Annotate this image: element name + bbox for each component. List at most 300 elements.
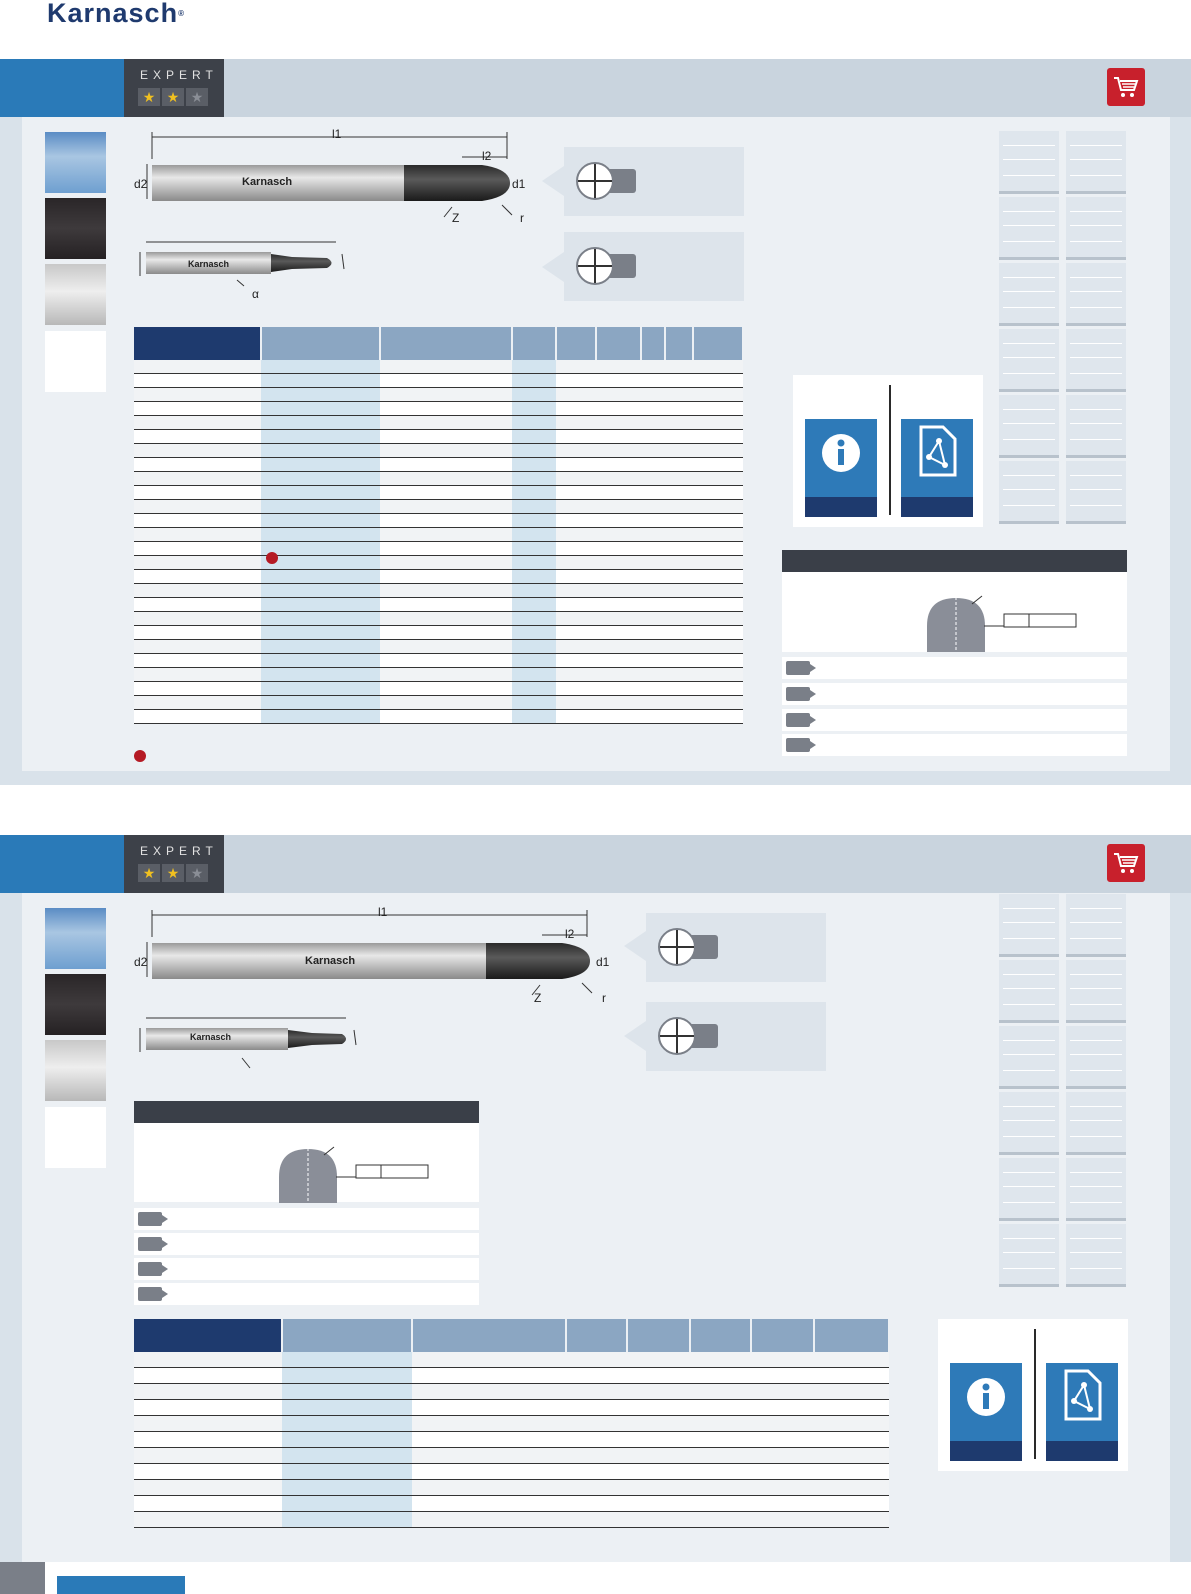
cutting-direction-icon	[999, 1158, 1059, 1221]
feature-tag-icon	[138, 1262, 162, 1276]
star-icon: ★	[162, 864, 184, 882]
table-cell	[134, 360, 261, 374]
add-to-cart-button[interactable]	[1107, 844, 1145, 882]
table-cell	[380, 360, 512, 374]
column-header	[627, 1319, 690, 1352]
divider	[1003, 1186, 1055, 1187]
table-cell	[134, 1464, 282, 1480]
column-header	[380, 327, 512, 360]
table-cell	[693, 710, 743, 724]
dim-z-label: Z	[534, 991, 542, 1005]
dim-z-label: Z	[452, 211, 460, 225]
table-cell	[814, 1480, 889, 1496]
end-mill-small-drawing	[132, 234, 362, 304]
table-cell	[134, 514, 261, 528]
availability-marker	[266, 552, 278, 564]
table-cell	[380, 514, 512, 528]
cad-download-button[interactable]	[1046, 1363, 1118, 1461]
table-cell	[380, 472, 512, 486]
table-cell	[596, 584, 640, 598]
rating-stars	[138, 88, 210, 107]
availability-legend-marker	[134, 750, 146, 762]
table-cell	[690, 1400, 751, 1416]
category-tab	[0, 835, 130, 893]
table-cell	[556, 626, 596, 640]
table-cell	[134, 500, 261, 514]
hardness-icon	[999, 960, 1059, 1023]
table-cell	[641, 430, 665, 444]
product-info-button[interactable]	[805, 419, 877, 517]
table-cell	[665, 486, 693, 500]
table-row	[134, 598, 743, 612]
table-cell	[627, 1512, 690, 1528]
dim-d1-label: d1	[596, 955, 610, 969]
feature-row	[134, 1208, 479, 1230]
table-cell	[412, 1400, 566, 1416]
table-cell	[751, 1496, 814, 1512]
divider	[1070, 475, 1122, 476]
table-cell	[261, 710, 379, 724]
table-cell	[665, 626, 693, 640]
table-cell	[380, 598, 512, 612]
material-alloy-icon	[1066, 131, 1126, 194]
feature-tag-icon	[138, 1237, 162, 1251]
table-cell	[134, 542, 261, 556]
table-cell	[512, 710, 556, 724]
dim-l1-label: l1	[378, 905, 388, 919]
table-row	[134, 1432, 889, 1448]
table-cell	[134, 1480, 282, 1496]
divider	[1070, 1238, 1122, 1239]
table-cell	[693, 570, 743, 584]
table-row	[134, 472, 743, 486]
table-cell	[814, 1368, 889, 1384]
divider	[1003, 922, 1055, 923]
divider	[1070, 357, 1122, 358]
table-cell	[134, 528, 261, 542]
star-icon: ★	[138, 864, 160, 882]
column-header	[282, 1319, 412, 1352]
precision-icon	[1066, 1092, 1126, 1155]
table-row	[134, 1352, 889, 1368]
feature-row	[134, 1258, 479, 1280]
table-cell	[814, 1416, 889, 1432]
divider	[1070, 343, 1122, 344]
table-cell	[665, 710, 693, 724]
table-cell	[380, 612, 512, 626]
table-cell	[596, 486, 640, 500]
table-cell	[566, 1432, 627, 1448]
shopping-cart-icon	[1113, 851, 1139, 875]
star-icon: ★	[138, 88, 160, 106]
coating-swatch-white	[45, 1107, 106, 1168]
table-cell	[693, 640, 743, 654]
table-cell	[412, 1480, 566, 1496]
table-cell	[261, 640, 379, 654]
table-cell	[556, 444, 596, 458]
divider	[1003, 241, 1055, 242]
add-to-cart-button[interactable]	[1107, 68, 1145, 106]
table-cell	[693, 612, 743, 626]
table-cell	[596, 682, 640, 696]
table-cell	[512, 360, 556, 374]
table-cell	[627, 1464, 690, 1480]
divider	[1070, 1172, 1122, 1173]
table-cell	[690, 1352, 751, 1368]
table-cell	[134, 626, 261, 640]
table-cell	[512, 514, 556, 528]
coolant-icon	[1066, 461, 1126, 524]
table-cell	[556, 668, 596, 682]
table-cell	[512, 430, 556, 444]
table-row	[134, 1368, 889, 1384]
table-cell	[566, 1512, 627, 1528]
table-cell	[134, 598, 261, 612]
table-cell	[380, 402, 512, 416]
resources-panel	[793, 375, 983, 527]
table-header-row	[134, 1319, 889, 1352]
table-cell	[665, 556, 693, 570]
feature-tag-icon	[138, 1287, 162, 1301]
divider	[1003, 357, 1055, 358]
star-icon: ★	[186, 864, 208, 882]
table-row	[134, 696, 743, 710]
table-cell	[690, 1496, 751, 1512]
table-row	[134, 682, 743, 696]
table-cell	[566, 1352, 627, 1368]
table-cell	[693, 696, 743, 710]
table-cell	[134, 458, 261, 472]
coating-swatch-black	[45, 198, 106, 259]
table-cell	[693, 528, 743, 542]
table-row	[134, 626, 743, 640]
table-row	[134, 528, 743, 542]
expert-label: EXPERT	[140, 68, 218, 82]
tool-brand-label: Karnasch	[305, 955, 356, 967]
table-cell	[380, 696, 512, 710]
product-info-button[interactable]	[950, 1363, 1022, 1461]
table-cell	[693, 500, 743, 514]
table-row	[134, 542, 743, 556]
tool-type-callout-1	[564, 147, 744, 216]
coating-swatch-white	[45, 331, 106, 392]
table-cell	[261, 472, 379, 486]
divider	[1034, 1329, 1036, 1459]
table-cell	[134, 1368, 282, 1384]
table-cell	[693, 598, 743, 612]
table-row	[134, 486, 743, 500]
info-icon	[821, 433, 861, 473]
tool-type-callout-1	[646, 913, 826, 982]
table-cell	[665, 598, 693, 612]
table-cell	[380, 682, 512, 696]
table-cell	[814, 1464, 889, 1480]
table-cell	[641, 556, 665, 570]
table-cell	[665, 640, 693, 654]
table-cell	[641, 458, 665, 472]
table-cell	[641, 626, 665, 640]
tool-brand-label: Karnasch	[242, 176, 293, 188]
dim-l2-label: l2	[482, 149, 492, 163]
divider	[1070, 505, 1122, 506]
divider	[1003, 1004, 1055, 1005]
cad-download-button[interactable]	[901, 419, 973, 517]
divider	[1003, 423, 1055, 424]
material-steel-icon	[999, 894, 1059, 957]
divider	[1003, 1054, 1055, 1055]
table-cell	[665, 402, 693, 416]
table-cell	[134, 1400, 282, 1416]
table-cell	[512, 682, 556, 696]
table-cell	[512, 598, 556, 612]
table-cell	[261, 612, 379, 626]
rating-stars	[138, 864, 210, 883]
table-cell	[134, 388, 261, 402]
table-cell	[556, 710, 596, 724]
table-cell	[627, 1496, 690, 1512]
table-cell	[261, 654, 379, 668]
table-cell	[665, 430, 693, 444]
table-cell	[380, 500, 512, 514]
table-cell	[282, 1416, 412, 1432]
divider	[1070, 938, 1122, 939]
divider	[1003, 1268, 1055, 1269]
table-cell	[134, 486, 261, 500]
callout-pointer	[624, 1021, 646, 1051]
table-cell	[556, 500, 596, 514]
table-cell	[380, 654, 512, 668]
helix-angle-icon	[999, 263, 1059, 326]
tolerance-box	[134, 1101, 479, 1202]
column-header	[641, 327, 665, 360]
divider	[1003, 1040, 1055, 1041]
table-cell	[512, 374, 556, 388]
table-cell	[512, 654, 556, 668]
table-cell	[512, 556, 556, 570]
table-cell	[261, 458, 379, 472]
table-cell	[282, 1480, 412, 1496]
table-cell	[693, 584, 743, 598]
column-header	[261, 327, 379, 360]
table-cell	[596, 458, 640, 472]
table-cell	[134, 682, 261, 696]
table-cell	[751, 1432, 814, 1448]
table-cell	[641, 668, 665, 682]
column-header	[512, 327, 556, 360]
table-cell	[261, 388, 379, 402]
divider	[1003, 1252, 1055, 1253]
table-row	[134, 710, 743, 724]
table-cell	[665, 654, 693, 668]
product-table	[134, 1319, 890, 1528]
table-cell	[641, 570, 665, 584]
table-cell	[641, 500, 665, 514]
table-cell	[412, 1384, 566, 1400]
column-header	[134, 327, 261, 360]
ball-nose-profile-icon	[1066, 1026, 1126, 1089]
table-cell	[627, 1480, 690, 1496]
divider	[1003, 225, 1055, 226]
table-cell	[512, 402, 556, 416]
divider	[1070, 307, 1122, 308]
table-cell	[566, 1416, 627, 1432]
tool-type-callout-2	[564, 232, 744, 301]
table-cell	[641, 710, 665, 724]
table-cell	[690, 1464, 751, 1480]
table-cell	[380, 584, 512, 598]
table-cell	[814, 1496, 889, 1512]
table-cell	[134, 444, 261, 458]
end-mill-drawing	[132, 129, 532, 229]
tolerance-icon	[1066, 395, 1126, 458]
divider	[1070, 225, 1122, 226]
table-cell	[566, 1496, 627, 1512]
column-header	[566, 1319, 627, 1352]
table-row	[134, 654, 743, 668]
table-cell	[282, 1368, 412, 1384]
table-cell	[665, 416, 693, 430]
shopping-cart-icon	[1113, 75, 1139, 99]
table-cell	[556, 374, 596, 388]
table-cell	[596, 556, 640, 570]
table-cell	[690, 1384, 751, 1400]
table-cell	[556, 612, 596, 626]
karnasch-logo: Karnasch®	[47, 0, 185, 28]
table-cell	[566, 1384, 627, 1400]
table-row	[134, 514, 743, 528]
table-cell	[380, 570, 512, 584]
table-cell	[596, 472, 640, 486]
table-body	[134, 1352, 889, 1528]
shank-type-icon	[1066, 197, 1126, 260]
table-cell	[596, 640, 640, 654]
table-cell	[380, 374, 512, 388]
table-cell	[134, 1512, 282, 1528]
table-cell	[512, 612, 556, 626]
table-cell	[512, 416, 556, 430]
dim-l2-label: l2	[565, 927, 575, 941]
table-row	[134, 444, 743, 458]
dim-d1-label: d1	[512, 177, 526, 191]
table-cell	[261, 542, 379, 556]
table-cell	[380, 556, 512, 570]
table-cell	[566, 1448, 627, 1464]
divider	[1070, 922, 1122, 923]
table-cell	[412, 1432, 566, 1448]
table-cell	[261, 500, 379, 514]
table-cell	[627, 1448, 690, 1464]
table-cell	[412, 1352, 566, 1368]
table-body	[134, 360, 743, 724]
divider	[1003, 159, 1055, 160]
table-cell	[751, 1448, 814, 1464]
table-cell	[134, 654, 261, 668]
table-cell	[814, 1448, 889, 1464]
table-cell	[380, 542, 512, 556]
table-cell	[665, 472, 693, 486]
table-cell	[641, 472, 665, 486]
divider	[1070, 423, 1122, 424]
info-icon	[966, 1377, 1006, 1417]
table-cell	[380, 458, 512, 472]
table-row	[134, 430, 743, 444]
table-cell	[627, 1352, 690, 1368]
table-cell	[665, 696, 693, 710]
precision-icon	[1066, 329, 1126, 392]
dim-r-label: r	[520, 211, 524, 225]
column-header	[693, 327, 743, 360]
table-row	[134, 1448, 889, 1464]
table-cell	[641, 654, 665, 668]
feature-tag-icon	[786, 713, 810, 727]
end-mill-small-drawing	[132, 1010, 372, 1080]
divider	[1003, 974, 1055, 975]
table-cell	[282, 1432, 412, 1448]
table-cell	[693, 682, 743, 696]
table-cell	[556, 430, 596, 444]
table-cell	[261, 374, 379, 388]
table-cell	[693, 360, 743, 374]
table-cell	[596, 570, 640, 584]
table-cell	[665, 444, 693, 458]
table-row	[134, 374, 743, 388]
material-steel-icon	[999, 131, 1059, 194]
expert-label: EXPERT	[140, 844, 218, 858]
table-cell	[134, 374, 261, 388]
table-cell	[134, 710, 261, 724]
info-button-footer	[805, 497, 877, 517]
table-cell	[512, 696, 556, 710]
table-row	[134, 360, 743, 374]
table-cell	[665, 668, 693, 682]
table-cell	[380, 710, 512, 724]
divider	[1070, 291, 1122, 292]
radius-tolerance-drawing	[922, 592, 1092, 652]
table-cell	[641, 528, 665, 542]
expert-badge	[124, 835, 224, 893]
table-cell	[693, 458, 743, 472]
feature-tag-icon	[786, 661, 810, 675]
table-cell	[596, 710, 640, 724]
table-cell	[261, 430, 379, 444]
table-cell	[556, 528, 596, 542]
table-cell	[690, 1448, 751, 1464]
table-cell	[556, 640, 596, 654]
divider	[1003, 211, 1055, 212]
tolerance-box-header	[134, 1101, 479, 1123]
table-cell	[282, 1448, 412, 1464]
table-cell	[282, 1512, 412, 1528]
expert-badge	[124, 59, 224, 117]
divider	[1070, 1040, 1122, 1041]
divider	[1070, 277, 1122, 278]
table-cell	[380, 416, 512, 430]
table-cell	[512, 542, 556, 556]
table-cell	[556, 598, 596, 612]
star-icon: ★	[162, 88, 184, 106]
table-cell	[596, 500, 640, 514]
radius-tolerance-drawing	[274, 1143, 444, 1203]
table-cell	[556, 360, 596, 374]
table-cell	[261, 528, 379, 542]
feature-row	[134, 1283, 479, 1305]
tool-brand-label-small: Karnasch	[188, 259, 230, 269]
table-cell	[134, 668, 261, 682]
divider	[1003, 475, 1055, 476]
dim-r-label: r	[602, 991, 606, 1005]
divider	[1003, 908, 1055, 909]
table-cell	[641, 542, 665, 556]
